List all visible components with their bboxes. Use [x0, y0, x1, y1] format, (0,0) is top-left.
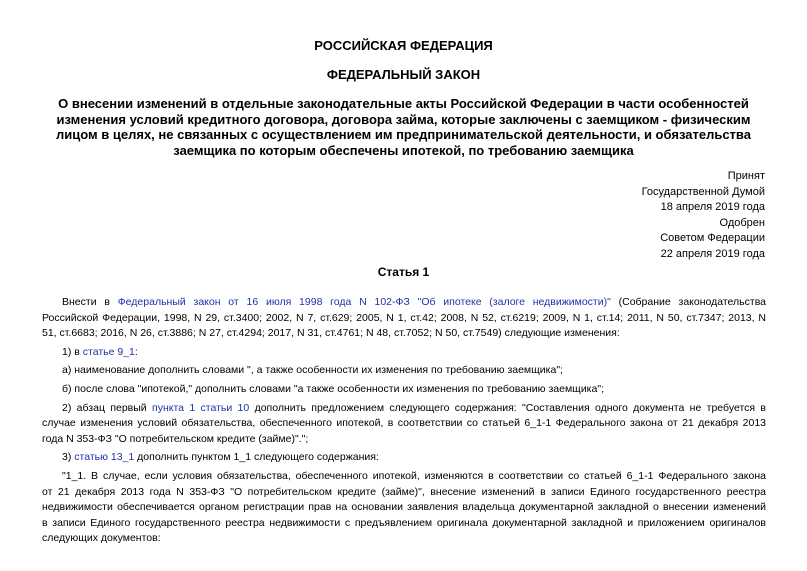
paragraph-intro: Внести в Федеральный закон от 16 июля 1998 года N 102-ФЗ "Об ипотеке (залоге недвижимости)" (Собрание законодательства Российской Федерации, 1998, N 29, ст.3400; 2002, N 7, ст.629; 2005, N 1, ст.42; 2008, N 52, ст.6219; 2009, N 1, ст.14; 2011, N 50, ст.7347; 2013, N 51, ст.6683; 2016, N 26, ст.3886; N 27, ст.4294; 2017, N 31, ст.4761; N 48, ст.7052; N 50, ст.7549) следующие изменения: [42, 296, 767, 340]
list-item: 1) в статье 9_1: [62, 345, 138, 358]
adoption-line: 18 апреля 2019 года [660, 201, 765, 214]
list-item: б) после слова "ипотекой," дополнить словами "а также особенности их изменения по требованию заемщика"; [62, 382, 604, 395]
article-body [42, 295, 766, 550]
law-title-line: заемщика по которым обеспечены ипотекой, по требованию заемщика [173, 142, 634, 158]
adoption-line: Советом Федерации [660, 232, 765, 245]
adoption-line: Одобрен [719, 216, 765, 229]
article-title: Статья 1 [377, 265, 430, 279]
law-title-line: изменения условий кредитного договора, договора займа, которые заключены с заемщиком - физическим [56, 111, 751, 127]
law-title-line: лицом в целях, не связанных с осуществлением им предпринимательской деятельности, и обязательства [56, 127, 751, 143]
quoted-paragraph: "1_1. В случае, если условия обязательства, обеспеченного ипотекой, изменяются в соответствии со статьей 6_1-1 Федерального закона от 21 декабря 2013 года N 353-ФЗ "О потребительском кредите (займе)", внесение изменений в записи Единого государственного реестра недвижимости обеспечивается органом регистрации прав на основании заявления владельца документарной закладной о внесении изменений в записи Единого государственного реестра недвижимости с предъявлением оригинала документарной закладной и приложением оригиналов следующих документов: [42, 469, 766, 545]
list-item: 3) статью 13_1 дополнить пунктом 1_1 следующего содержания: [62, 451, 379, 464]
list-item: 2) абзац первый пункта 1 статьи 10 дополнить предложением следующего содержания: "Составления одного документа не требуется в случае изменения условий обязательства, обеспеченного ипотекой, в соответствии со статьей 6_1-1 Федерального закона от 21 декабря 2013 года N 353-ФЗ "О потребительском кредите (займе)"."; [42, 401, 766, 445]
law-title-line: О внесении изменений в отдельные законодательные акты Российской Федерации в части особенностей [58, 96, 749, 111]
adoption-line: Принят [727, 170, 765, 182]
law-title [20, 96, 787, 158]
article-9-1-link[interactable]: статье 9_1 [82, 345, 135, 358]
law-102fz-link[interactable]: Федеральный закон от 16 июля 1998 года N 102-ФЗ "Об ипотеке (залоге недвижимости)" [117, 296, 611, 308]
list-item: а) наименование дополнить словами ", а также особенности их изменения по требованию заемщика"; [62, 364, 563, 377]
country-heading: РОССИЙСКАЯ ФЕДЕРАЦИЯ [314, 38, 493, 53]
adoption-block [642, 169, 765, 263]
adoption-line: 22 апреля 2019 года [660, 247, 765, 260]
article-13-1-link[interactable]: статью 13_1 [74, 451, 135, 464]
article-10-link[interactable]: пункта 1 статьи 10 [152, 401, 250, 414]
adoption-line: Государственной Думой [641, 185, 765, 198]
law-type-heading: ФЕДЕРАЛЬНЫЙ ЗАКОН [326, 67, 481, 82]
